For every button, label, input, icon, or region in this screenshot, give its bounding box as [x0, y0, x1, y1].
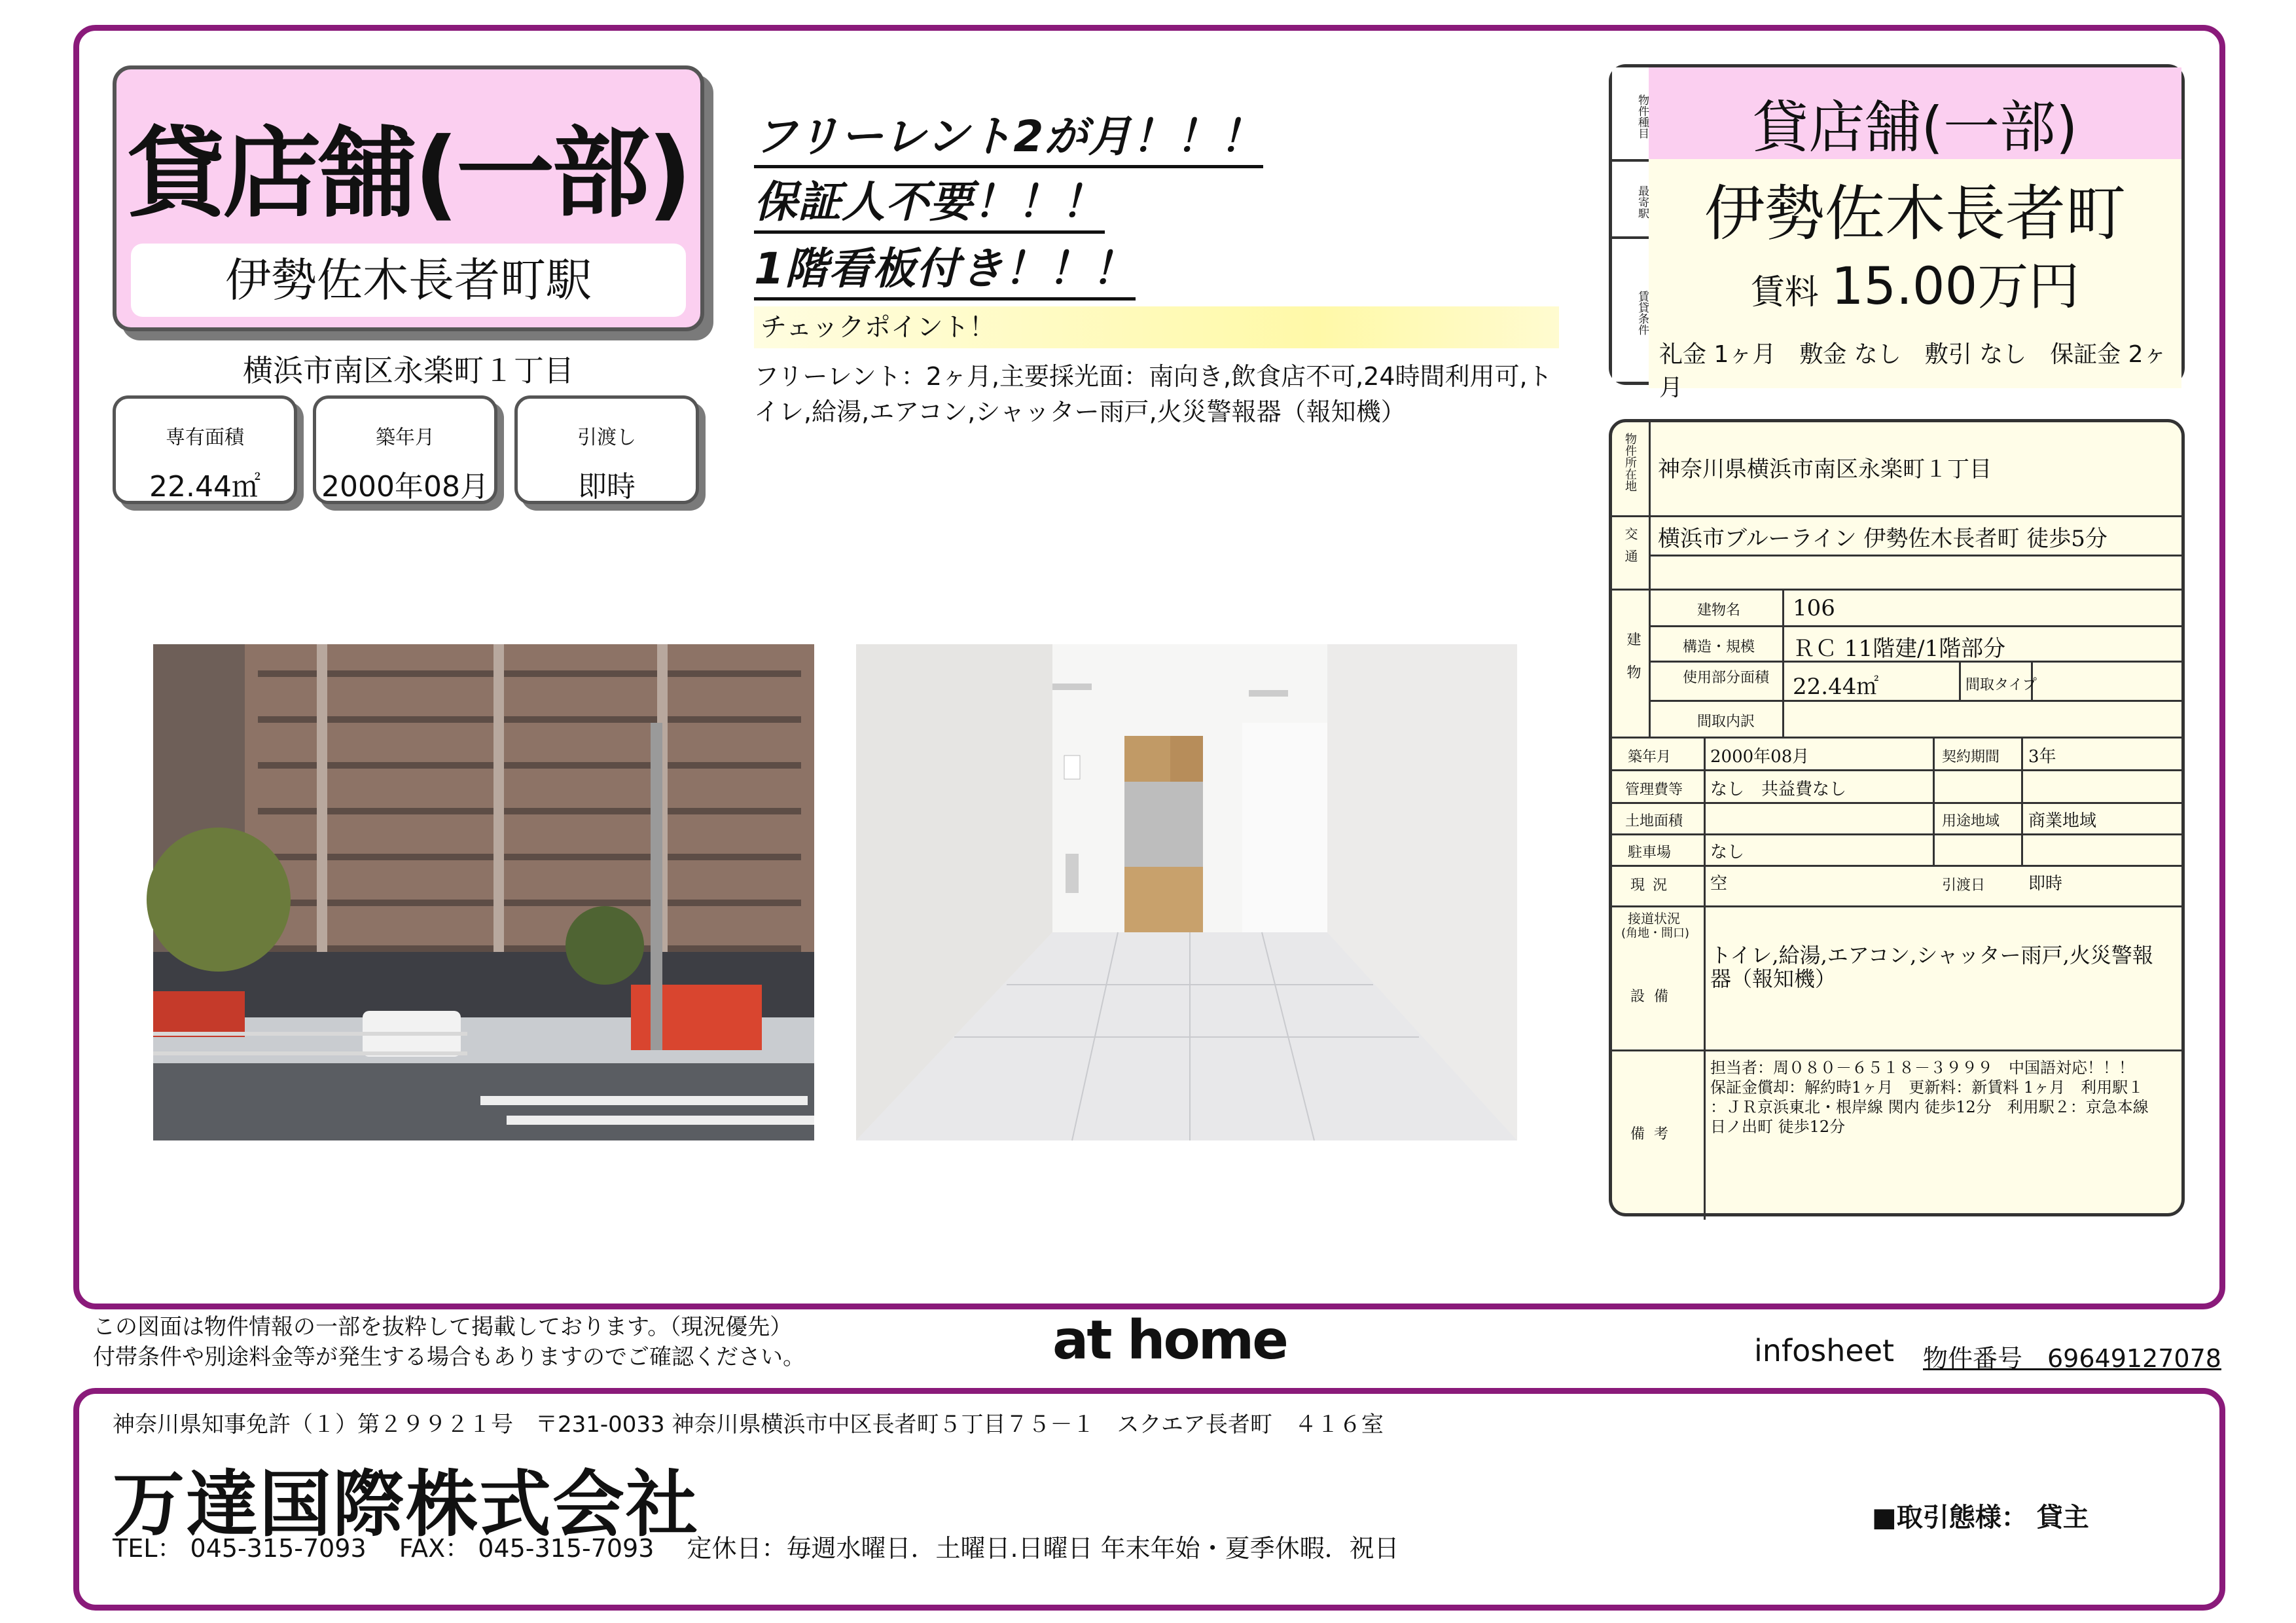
- contract-value: 3年: [2028, 747, 2056, 767]
- location-value: 神奈川県横浜市南区永楽町１丁目: [1658, 456, 1992, 483]
- bldg-name-value: 106: [1793, 595, 1835, 621]
- handover-value: 即時: [578, 470, 636, 503]
- disclaimer-line-1: この図面は物件情報の一部を抜粋して掲載しております。（現況優先）: [93, 1314, 793, 1340]
- label-transport: 交通: [1623, 527, 1638, 572]
- equipment-label: 設備: [1630, 989, 1678, 1005]
- summary-rent: [1649, 246, 2181, 319]
- label-terms: 賃貸条件: [1636, 291, 1649, 335]
- handover-row-label: 引渡日: [1942, 877, 1986, 894]
- summary-type: 貸店舗(一部): [1752, 95, 2078, 160]
- remarks-line-4: 日ノ出町 徒歩12分: [1710, 1118, 1846, 1136]
- zone-label: 用途地域: [1942, 813, 2000, 830]
- mgmt-value: なし 共益費なし: [1710, 780, 1847, 799]
- company-license-address: 神奈川県知事免許（１）第２９９２１号 〒231-0033 神奈川県横浜市中区長者町５丁目７５－１ スクエア長者町 ４１６室: [113, 1412, 1384, 1438]
- usage-value: 22.44㎡: [1793, 674, 1879, 700]
- handover-box: [514, 395, 699, 504]
- handover-label: 引渡し: [577, 426, 636, 449]
- parking-value: なし: [1710, 843, 1745, 862]
- detail-table: [1609, 419, 2185, 1216]
- checkpoint-text: フリーレント：2ヶ月,主要採光面：南向き,飲食店不可,24時間利用可,トイレ,給湯,エアコン,シャッター雨戸,火災警報器（報知機）: [754, 362, 1552, 426]
- road-sub-label: (角地・間口): [1621, 926, 1690, 940]
- structure-label: 構造・規模: [1683, 639, 1755, 655]
- parking-label: 駐車場: [1628, 845, 1672, 861]
- area-box: [113, 395, 297, 504]
- layout-type-label: 間取タイプ: [1965, 677, 2037, 693]
- label-station: 最寄駅: [1636, 185, 1649, 219]
- label-building: 建物: [1624, 632, 1641, 697]
- built-label: 築年月: [376, 426, 435, 449]
- status-value: 空: [1710, 874, 1728, 894]
- infosheet-label: infosheet: [1754, 1333, 1895, 1368]
- summary-conditions: 礼金 1ヶ月 敷金 なし 敷引 なし 保証金 2ヶ月: [1659, 341, 2167, 401]
- road-label: 接道状況: [1628, 911, 1680, 926]
- athome-logo: at home: [1052, 1309, 1287, 1372]
- bldg-name-label: 建物名: [1697, 602, 1741, 619]
- property-number: 物件番号 69649127078: [1923, 1344, 2221, 1373]
- status-label: 現況: [1630, 877, 1676, 894]
- area-label: 専有面積: [166, 426, 244, 449]
- mgmt-label: 管理費等: [1625, 782, 1683, 798]
- title-box: [113, 65, 704, 331]
- rent-value: 15.00万円: [1831, 257, 2080, 316]
- company-contact: TEL： 045-315-7093 FAX： 045-315-7093 定休日：毎週水曜日．土曜日.日曜日 年末年始・夏季休暇．祝日: [113, 1534, 1399, 1563]
- built-row-value: 2000年08月: [1710, 747, 1810, 767]
- contract-label: 契約期間: [1942, 749, 2000, 765]
- label-type: 物件種目: [1636, 94, 1649, 139]
- land-label: 土地面積: [1625, 813, 1683, 830]
- zone-value: 商業地域: [2028, 811, 2097, 831]
- transport-value: 横浜市ブルーライン 伊勢佐木長者町 徒歩5分: [1658, 526, 2108, 552]
- summary-station: 伊勢佐木長者町: [1704, 179, 2126, 249]
- handover-row-value: 即時: [2028, 874, 2063, 894]
- structure-value: ＲＣ 11階建/1階部分: [1793, 636, 2006, 662]
- disclaimer: [93, 1312, 805, 1372]
- building-exterior-photo: [153, 644, 814, 1140]
- built-box: [313, 395, 497, 504]
- headline-no-guarantor: 保証人不要！！！: [754, 174, 1105, 234]
- equipment-value: トイレ,給湯,エアコン,シャッター雨戸,火災警報器（報知機）: [1710, 943, 2153, 991]
- usage-label: 使用部分面積: [1682, 670, 1769, 686]
- headline-free-rent: フリーレント2が月！！！: [754, 109, 1263, 168]
- station-label: 伊勢佐木長者町駅: [131, 244, 686, 317]
- label-location: 物件所在地: [1623, 433, 1637, 492]
- disclaimer-line-2: 付帯条件や別途料金等が発生する場合もありますのでご確認ください。: [93, 1344, 805, 1370]
- remarks-label: 備考: [1630, 1126, 1678, 1142]
- area-value: 22.44㎡: [149, 470, 260, 503]
- built-row-label: 築年月: [1628, 749, 1672, 765]
- layout-detail-label: 間取内訳: [1697, 714, 1755, 730]
- checkpoint-label: チェックポイント！: [754, 306, 1559, 348]
- address-short: 横浜市南区永楽町１丁目: [243, 353, 574, 388]
- headline-signboard: 1階看板付き！！！: [754, 241, 1136, 301]
- company-name: 万達国際株式会社: [113, 1463, 699, 1546]
- remarks-line-2: 保証金償却：解約時1ヶ月 更新料：新賃料 1ヶ月 利用駅１: [1710, 1078, 2144, 1097]
- rent-label: 賃料: [1750, 273, 1819, 312]
- interior-photo: [856, 644, 1517, 1140]
- remarks-line-3: ：ＪＲ京浜東北・根岸線 関内 徒歩12分 利用駅２：京急本線: [1710, 1098, 2149, 1116]
- remarks-line-1: 担当者：周０８０－６５１８－３９９９ 中国語対応！！！: [1710, 1059, 2134, 1077]
- deal-type: ■取引態様： 貸主: [1872, 1503, 2089, 1533]
- summary-table: [1609, 64, 2185, 401]
- built-value: 2000年08月: [321, 470, 489, 503]
- property-type-title: 貸店舗(一部): [127, 117, 690, 231]
